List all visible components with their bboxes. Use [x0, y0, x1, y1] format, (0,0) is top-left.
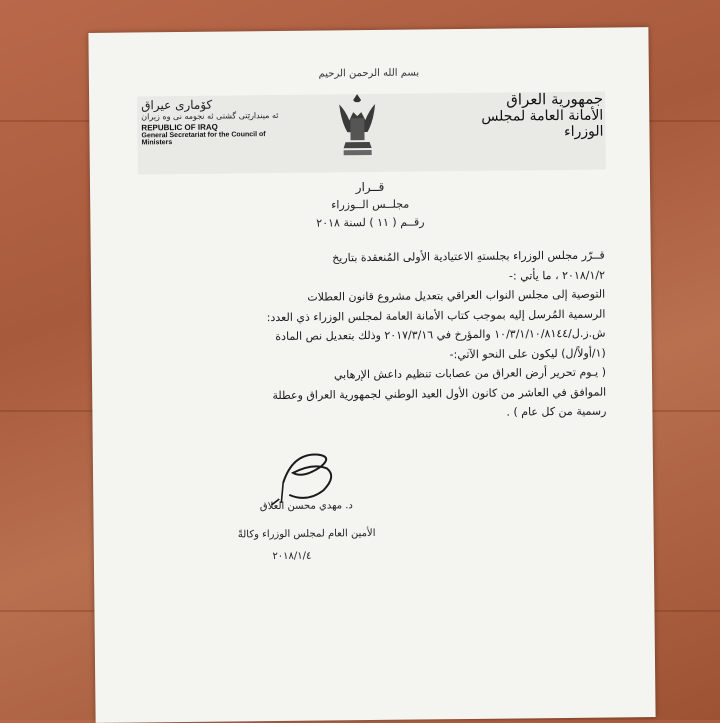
body-line: ( يـوم تحرير أرض العراق من عصابات تنظيم داعش الإرهابي [333, 365, 607, 382]
decision-number: رقــم ( ١١ ) لسنة ٢٠١٨ [316, 215, 425, 230]
eagle-emblem-icon [335, 90, 380, 162]
body-line: (١/أولاً/ل) ليكون على النحو الآتي:- [449, 346, 606, 361]
body-line: التوصية إلى مجلس النواب العراقي بتعديل مشروع قانون العطلات [307, 287, 606, 304]
kurdish-title: كۆماری عیراق [141, 97, 213, 113]
signature-date: ٢٠١٨/١/٤ [272, 550, 312, 563]
english-subtitle: General Secretariat for the Council of Ministers [141, 131, 266, 147]
decision-issuer: مجلــس الــوزراء [331, 197, 410, 212]
basmala: بسم الله الرحمن الرحيم [318, 67, 420, 80]
letterhead-right [443, 90, 604, 142]
english-title: REPUBLIC OF IRAQ [141, 122, 218, 133]
letterhead-left [141, 97, 281, 146]
body-line: الرسمية المُرسل إليه بموجب كتاب الأمانة العامة لمجلس الوزراء ذي العدد: [266, 307, 606, 324]
arabic-title: جمهورية العراق [506, 89, 604, 109]
body-line: الموافق في العاشر من كانون الأول العيد الوطني لجمهورية العراق وعطلة [272, 385, 607, 402]
arabic-subtitle: الأمانة العامة لمجلس الوزراء [481, 107, 604, 140]
kurdish-subtitle: ئه ميندارێتی گشتی ئه نجومه نی وه زیران [141, 110, 279, 122]
signatory-role: الأمين العام لمجلس الوزراء وكالةً [237, 527, 376, 541]
body-line: قــرّر مجلس الوزراء بجلستهِ الاعتيادية الأولى المُنعقدة بتاريخ [332, 248, 605, 265]
body-line: ش.ز.ل/١٠/٣/١/١٠/٨١٤٤ والمؤرخ في ٢٠١٧/٣/١٦ وذلك بتعديل نص المادة [275, 326, 606, 344]
decision-body [135, 246, 607, 426]
signatory-name: د. مهدي محسن العلاق [259, 500, 353, 513]
body-line: رسمية من كل عام ) . [506, 404, 607, 419]
body-line: ٢٠١٨/١/٢ ، ما يأتي :- [508, 268, 606, 283]
document-page [88, 27, 655, 723]
decision-title: قــرار [355, 179, 385, 195]
